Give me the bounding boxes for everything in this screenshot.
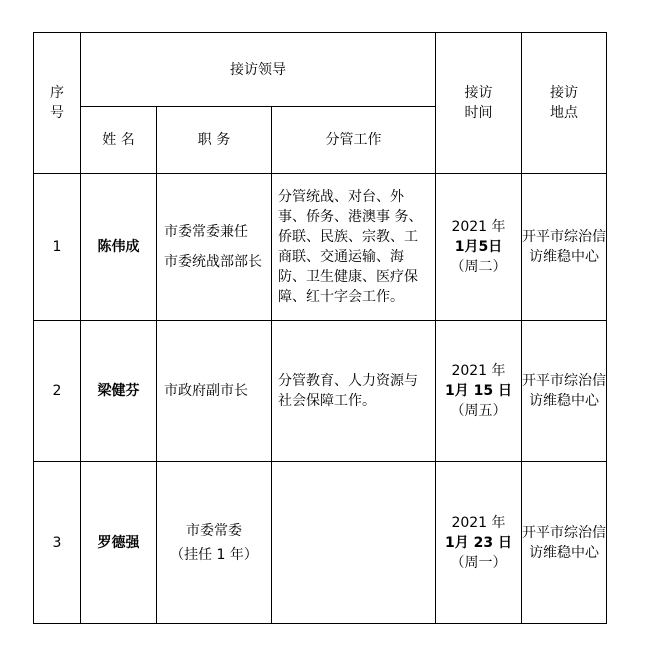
header-seq-line2: 号 <box>50 105 64 121</box>
table-row <box>34 462 607 624</box>
position-line: 市委统战部部长 <box>164 254 262 270</box>
position-line: 市委常委 <box>186 522 242 539</box>
reception-schedule-table <box>33 32 607 624</box>
header-seq-line1: 序 <box>50 85 64 101</box>
date-weekday: （周二） <box>450 259 507 275</box>
row-number: 3 <box>34 462 81 624</box>
date-year: 2021 年 <box>451 514 506 531</box>
leader-name: 陈伟成 <box>81 174 157 321</box>
leader-name: 罗德强 <box>81 462 157 624</box>
leader-position <box>157 321 272 462</box>
table-row <box>34 174 607 321</box>
header-place <box>522 33 607 174</box>
row-number: 2 <box>34 321 81 462</box>
header-time-line1: 接访 <box>464 85 493 101</box>
header-position: 职 务 <box>157 107 272 174</box>
date-day: 1月 23 日 <box>445 534 512 551</box>
header-duty: 分管工作 <box>272 107 436 174</box>
leader-duty: 分管教育、人力资源与社会保障工作。 <box>272 321 436 462</box>
leader-position <box>157 174 272 321</box>
visit-place: 开平市综治信访维稳中心 <box>522 462 607 624</box>
date-year: 2021 年 <box>451 219 506 235</box>
position-line: 市政府副市长 <box>164 383 248 399</box>
visit-date <box>436 321 522 462</box>
position-line: （挂任 1 年） <box>170 546 258 563</box>
visit-date <box>436 174 522 321</box>
leader-position <box>157 462 272 624</box>
date-year: 2021 年 <box>451 363 506 379</box>
visit-place: 开平市综治信访维稳中心 <box>522 174 607 321</box>
header-time <box>436 33 522 174</box>
header-place-line2: 地点 <box>550 105 578 121</box>
header-seq <box>34 33 81 174</box>
date-day: 1月 15 日 <box>445 383 512 399</box>
header-name: 姓 名 <box>81 107 157 174</box>
header-time-line2: 时间 <box>464 105 493 121</box>
position-line: 市委常委兼任 <box>164 224 248 240</box>
date-day: 1月5日 <box>454 239 503 255</box>
header-leader-group: 接访领导 <box>81 33 436 107</box>
row-number: 1 <box>34 174 81 321</box>
table-row <box>34 321 607 462</box>
leader-duty: 分管统战、对台、外事、侨务、港澳事 务、侨联、民族、宗教、工商联、交通运输、海防、卫生健康、医疗保障、红十字会工作。 <box>272 174 436 321</box>
header-place-line1: 接访 <box>550 85 578 101</box>
leader-duty <box>272 462 436 624</box>
leader-name: 梁健芬 <box>81 321 157 462</box>
date-weekday: （周一） <box>450 554 507 571</box>
visit-place: 开平市综治信访维稳中心 <box>522 321 607 462</box>
visit-date <box>436 462 522 624</box>
date-weekday: （周五） <box>450 403 507 419</box>
